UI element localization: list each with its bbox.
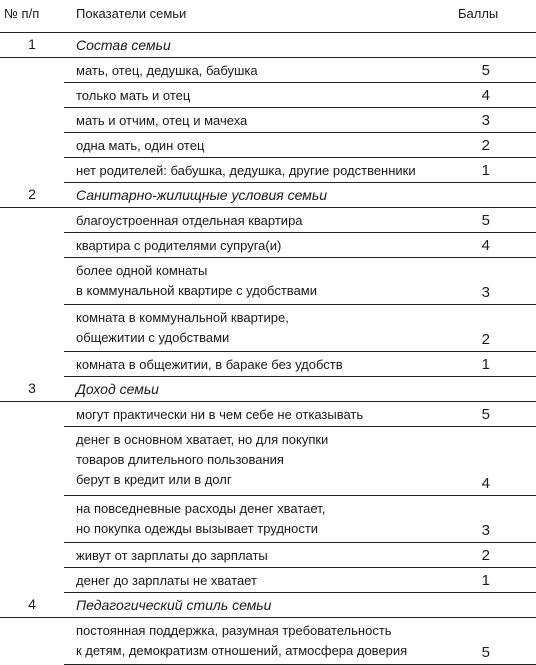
indicator-line: постоянная поддержка, разумная требовательность [76,623,392,638]
score-value: 5 [481,62,490,79]
indicator-text [76,405,363,425]
header-num: № п/п [4,6,40,21]
table-row [64,233,536,258]
indicator-text [76,621,407,661]
indicator-text [76,161,416,181]
score-value: 1 [481,162,490,179]
score-value: 3 [481,522,490,539]
indicator-text [76,136,204,156]
table-row [64,83,536,108]
header-indicator: Показатели семьи [76,6,187,21]
indicator-line: мать и отчим, отец и мачеха [76,113,248,128]
table-row [64,305,536,352]
section-row [0,183,536,208]
section-title: Санитарно-жилищные условия семьи [76,187,327,203]
indicator-text [76,499,325,539]
table-row [64,133,536,158]
indicator-line: общежитии с удобствами [76,330,230,345]
table-row [64,352,536,377]
score-value: 2 [481,137,490,154]
score-value: 3 [481,284,490,301]
table-row [64,568,536,593]
indicator-line: в коммунальной квартире с удобствами [76,283,318,298]
indicator-text [76,308,289,348]
indicator-line: берут в кредит или в долг [76,472,232,487]
indicator-text [76,571,257,591]
indicator-line: но покупка одежды вызывает трудности [76,521,319,536]
indicator-line: денег до зарплаты не хватает [76,573,257,588]
score-value: 5 [481,212,490,229]
indicator-line: денег в основном хватает, но для покупки [76,432,329,447]
score-value: 1 [481,356,490,373]
score-value: 2 [481,547,490,564]
section-number: 2 [28,186,36,202]
section-row [0,593,536,618]
section-number: 4 [28,596,36,612]
indicator-line: только мать и отец [76,88,191,103]
indicator-line: могут практически ни в чем себе не отказывать [76,407,364,422]
score-value: 5 [481,406,490,423]
indicator-line: благоустроенная отдельная квартира [76,213,303,228]
indicator-line: мать, отец, дедушка, бабушка [76,63,258,78]
section-row [0,377,536,402]
section-number: 1 [28,36,36,52]
indicator-text [76,546,268,566]
indicator-line: нет родителей: бабушка, дедушка, другие родственники [76,163,416,178]
score-value: 4 [481,87,490,104]
score-value: 4 [481,475,490,492]
table-row [64,258,536,305]
table-row [64,208,536,233]
table-row [64,496,536,543]
table-row [64,158,536,183]
indicator-line: комната в общежитии, в бараке без удобств [76,357,343,372]
section-title: Педагогический стиль семьи [76,597,272,613]
section-number: 3 [28,380,36,396]
indicator-text [76,430,328,490]
score-value: 1 [481,572,490,589]
section-title: Состав семьи [76,37,171,53]
indicator-text [76,211,303,231]
table-row [64,108,536,133]
indicator-line: к детям, демократизм отношений, атмосфера доверия [76,643,408,658]
table-row [64,618,536,665]
indicator-line: одна мать, один отец [76,138,205,153]
table-header [0,0,536,33]
indicator-line: товаров длительного пользования [76,452,284,467]
indicator-line: живут от зарплаты до зарплаты [76,548,268,563]
indicator-line: на повседневные расходы денег хватает, [76,501,326,516]
indicator-line: комната в коммунальной квартире, [76,310,289,325]
indicator-text [76,111,247,131]
table-row [64,402,536,427]
indicator-text [76,261,317,301]
indicator-line: более одной комнаты [76,263,208,278]
table-row [64,58,536,83]
score-value: 2 [481,331,490,348]
score-value: 5 [481,644,490,661]
score-value: 3 [481,112,490,129]
indicator-text [76,355,343,375]
section-row [0,33,536,58]
section-title: Доход семьи [76,381,159,397]
table-row [64,543,536,568]
score-value: 4 [481,237,490,254]
indicator-text [76,86,190,106]
header-score: Баллы [458,6,499,21]
table-row [64,427,536,496]
indicator-text [76,236,281,256]
indicator-line: квартира с родителями супруга(и) [76,238,282,253]
indicator-text [76,61,258,81]
